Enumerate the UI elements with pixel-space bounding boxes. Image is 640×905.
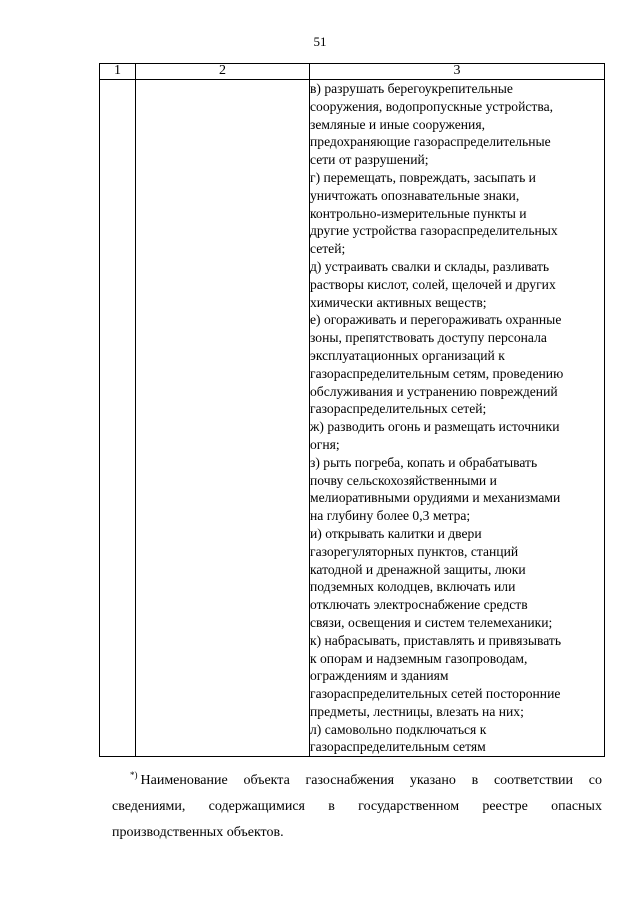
text-line: огня; (310, 436, 340, 452)
text-line: газораспределительным сетям, проведению (310, 365, 564, 381)
text-line: г) перемещать, повреждать, засыпать и (310, 169, 536, 185)
document-table (99, 63, 605, 757)
text-line: з) рыть погреба, копать и обрабатывать (310, 454, 538, 470)
footnote-word: со (588, 773, 602, 788)
text-line: газорегуляторных пунктов, станций (310, 543, 519, 559)
text-line: на глубину более 0,3 метра; (310, 508, 471, 524)
text-line: е) огораживать и перегораживать охранные (310, 312, 562, 328)
text-line: связи, освещения и систем телемеханики; (310, 614, 553, 630)
text-line: сооружения, водопропускные устройства, (310, 98, 554, 114)
footnote-word: соответствии (493, 773, 574, 788)
text-line: к опорам и надземным газопроводам, (310, 650, 528, 666)
footnote-marker: *) (130, 770, 138, 781)
table-header-row (100, 64, 605, 80)
text-line: растворы кислот, солей, щелочей и других (310, 276, 556, 292)
column-header-1: 1 (100, 64, 136, 80)
text-line: в) разрушать берегоукрепительные (310, 81, 513, 96)
footnote-word (130, 768, 228, 794)
text-line: и) открывать калитки и двери (310, 525, 482, 541)
text-line: ограждениям и зданиям (310, 668, 449, 684)
text-line: подземных колодцев, включать или (310, 579, 516, 595)
footnote-word: реестре (482, 799, 528, 814)
text-line: предохраняющие газораспределительные (310, 134, 551, 150)
text-line: предметы, лестницы, влезать на них; (310, 703, 524, 719)
cell-column-3 (310, 80, 605, 757)
footnote-word: в (328, 799, 335, 814)
footnote-line-2 (112, 794, 602, 820)
text-line: контрольно-измерительные пункты и (310, 205, 527, 221)
text-line: обслуживания и устранению повреждений (310, 383, 558, 399)
text-line: к) набрасывать, приставлять и привязывать (310, 632, 562, 648)
footnote-word: государственном (358, 799, 460, 814)
footnote-line-1 (112, 768, 602, 794)
text-line: уничтожать опознавательные знаки, (310, 187, 520, 203)
column-header-3: 3 (310, 64, 605, 80)
text-line: ж) разводить огонь и размещать источники (310, 419, 560, 435)
text-line: сети от разрушений; (310, 152, 429, 168)
table-row (100, 80, 605, 757)
footnote-word: в (471, 773, 479, 788)
footnote-word: указано (409, 773, 456, 788)
text-line: катодной и дренажной защиты, люки (310, 561, 526, 577)
footnote-word: опасных (551, 799, 602, 814)
text-line: отключать электроснабжение средств (310, 597, 528, 613)
footnote-word: газоснабжения (305, 773, 395, 788)
footnote-word: сведениями, (112, 799, 186, 814)
footnote (112, 768, 602, 846)
text-line: газораспределительных сетей посторонние (310, 686, 561, 702)
cell-column-1 (100, 80, 136, 757)
footnote-line-3: производственных объектов. (112, 825, 284, 840)
text-line: газораспределительных сетей; (310, 401, 487, 417)
text-line: другие устройства газораспределительных (310, 223, 558, 239)
text-line: химически активных веществ; (310, 294, 487, 310)
footnote-word: содержащимися (208, 799, 305, 814)
text-line: эксплуатационных организаций к (310, 347, 505, 363)
text-line: л) самовольно подключаться к (310, 721, 487, 737)
text-line: зоны, препятствовать доступу персонала (310, 330, 547, 346)
text-line: газораспределительным сетям (310, 739, 486, 755)
text-line: сетей; (310, 241, 346, 257)
page-number: 51 (313, 34, 327, 49)
text-line: д) устраивать свалки и склады, разливать (310, 258, 550, 274)
text-line: почву сельскохозяйственными и (310, 472, 497, 488)
text-line: мелиоративными орудиями и механизмами (310, 490, 561, 506)
column-header-2: 2 (136, 64, 310, 80)
footnote-word: объекта (243, 773, 290, 788)
cell-column-2 (136, 80, 310, 757)
text-line: земляные и иные сооружения, (310, 116, 485, 132)
footnote-word-text: Наименование (140, 773, 228, 788)
